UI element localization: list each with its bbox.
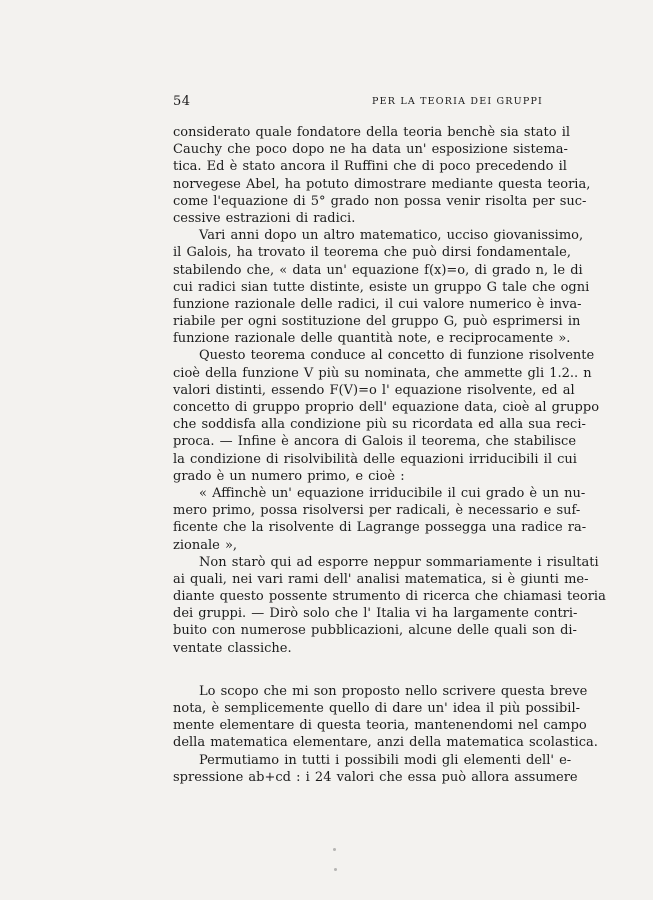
text-line: della matematica elementare, anzi della matematica scolastica.: [173, 735, 598, 751]
running-title: PER LA TEORIA DEI GRUPPI: [372, 96, 543, 107]
quote-line: mero primo, possa risolversi per radicali, è necessario e suf-: [173, 503, 581, 519]
text-line: funzione razionale delle radici, il cui valore numerico è inva-: [173, 296, 582, 312]
text-line: norvegese Abel, ha potuto dimostrare mediante questa teoria,: [173, 176, 591, 192]
text-line: proca. — Infine è ancora di Galois il teorema, che stabilisce: [173, 434, 577, 450]
text-line: ai quali, nei vari rami dell' analisi matematica, si è giunti me-: [173, 571, 589, 587]
text-line: cessive estrazioni di radici.: [173, 210, 356, 226]
text-line: considerato quale fondatore della teoria benchè sia stato il: [173, 125, 571, 140]
text-line: dei gruppi. — Dirò solo che l' Italia vi ha largamente contri-: [173, 606, 578, 622]
text-line: concetto di gruppo proprio dell' equazione data, cioè al gruppo: [173, 400, 600, 415]
text-line: che soddisfa alla condizione più su ricordata ed alla sua reci-: [173, 417, 586, 433]
text-line: grado è un numero primo, e cioè :: [173, 468, 405, 484]
text-line: la condizione di risolvibilità delle equazioni irriducibili il cui: [173, 451, 577, 467]
text-line: Questo teorema conduce al concetto di funzione risolvente: [199, 348, 595, 364]
text-line: riabile per ogni sostituzione del gruppo G, può esprimersi in: [173, 314, 581, 330]
text-line: diante questo possente strumento di ricerca che chiamasi teoria: [173, 589, 606, 605]
text-line: Permutiamo in tutti i possibili modi gli elementi dell' e-: [199, 752, 572, 768]
text-line: il Galois, ha trovato il teorema che può dirsi fondamentale,: [173, 245, 571, 261]
text-line: Non starò qui ad esporre neppur sommariamente i risultati: [199, 554, 599, 570]
text-line: buito con numerose pubblicazioni, alcune delle quali son di-: [173, 623, 577, 639]
quote-line: « Affinchè un' equazione irriducibile il cui grado è un nu-: [199, 485, 586, 501]
ink-speck: [333, 848, 336, 851]
body-text: [173, 124, 606, 786]
text-line: cioè della funzione V più su nominata, che ammette gli 1.2.. n: [173, 365, 592, 381]
text-line: valori distinti, essendo F(V)=o l' equazione risolvente, ed al: [173, 382, 575, 398]
quote-line: ficente che la risolvente di Lagrange possegga una radice ra-: [173, 520, 587, 536]
text-line: spressione ab+cd : i 24 valori che essa può allora assumere: [173, 769, 578, 785]
text-line: mente elementare di questa teoria, mantenendomi nel campo: [173, 718, 587, 734]
text-line: come l'equazione di 5° grado non possa venir risolta per suc-: [173, 193, 587, 209]
text-line: Lo scopo che mi son proposto nello scrivere questa breve: [199, 683, 588, 699]
ink-speck: [334, 868, 337, 871]
page-header: [173, 94, 543, 110]
text-line: funzione razionale delle quantità note, e reciprocamente ».: [173, 331, 571, 347]
quote-line: zionale »,: [173, 537, 238, 553]
paragraph-gap: [173, 657, 543, 683]
text-line: Cauchy che poco dopo ne ha data un' esposizione sistema-: [173, 142, 568, 158]
text-line: tica. Ed è stato ancora il Ruffini che di poco precedendo il: [173, 159, 567, 175]
text-line: stabilendo che, « data un' equazione f(x)=o, di grado n, le di: [173, 262, 583, 278]
text-line: cui radici sian tutte distinte, esiste un gruppo G tale che ogni: [173, 279, 590, 295]
text-line: Vari anni dopo un altro matematico, ucciso giovanissimo,: [199, 228, 584, 244]
page-number: 54: [173, 94, 191, 109]
text-line: nota, è semplicemente quello di dare un' idea il più possibil-: [173, 701, 581, 716]
text-line: ventate classiche.: [173, 640, 292, 656]
